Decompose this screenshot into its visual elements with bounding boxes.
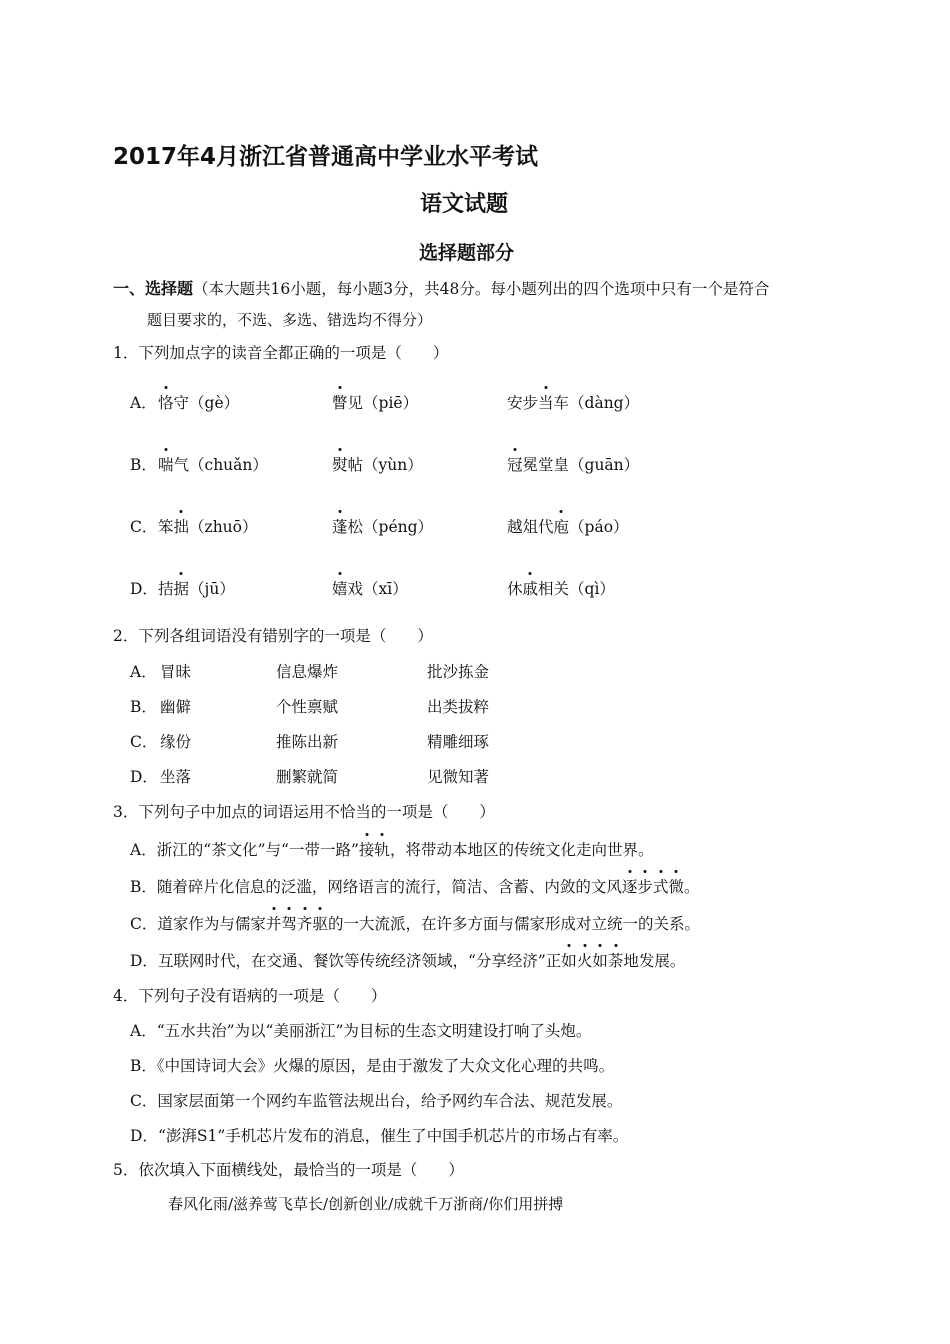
choice-suffix: 帖（yùn） xyxy=(347,456,423,474)
option-choice xyxy=(158,453,268,475)
choice-suffix: 相关（qì） xyxy=(538,580,615,598)
dotted-character: 喘 xyxy=(158,453,174,475)
option-label: B． xyxy=(130,1057,157,1075)
option-label: A． xyxy=(130,841,157,859)
sentence-prefix: 随着碎片化信息的泛滥，网络语言的流行，简洁、含蓄、内敛的文风 xyxy=(156,878,622,896)
dotted-character: 熨 xyxy=(332,453,348,475)
option-word: 个性禀赋 xyxy=(276,698,339,716)
option-choice xyxy=(332,391,418,413)
dotted-character: 驱 xyxy=(312,912,328,934)
dotted-character: 冠 xyxy=(507,453,523,475)
option-label: D． xyxy=(130,952,158,970)
dotted-character: 瞥 xyxy=(332,391,348,413)
option-word: 信息爆炸 xyxy=(276,663,339,681)
sentence-suffix: ，将带动本地区的传统文化走向世界。 xyxy=(389,841,654,859)
choice-prefix: 拮 xyxy=(158,580,174,598)
choice-suffix: （zhuō） xyxy=(189,518,258,536)
option-word: 出类拔粹 xyxy=(427,698,490,716)
sentence-prefix: 道家作为与儒家 xyxy=(157,915,266,933)
choice-prefix: 越俎代 xyxy=(507,518,554,536)
option-word: 批沙拣金 xyxy=(427,663,490,681)
choice-prefix: 笨 xyxy=(158,518,174,536)
dotted-character: 荼 xyxy=(608,949,624,971)
choice-suffix: 守（gè） xyxy=(173,394,240,412)
dotted-character: 当 xyxy=(538,391,554,413)
section-note-line1: （本大题共16小题，每小题3分，共48分。每小题列出的四个选项中只有一个是符合 xyxy=(193,280,770,298)
option-sentence xyxy=(130,1019,591,1041)
option-choice xyxy=(507,577,615,599)
dotted-character: 戚 xyxy=(523,577,539,599)
dotted-character: 如 xyxy=(561,949,577,971)
choice-suffix: 气（chuǎn） xyxy=(173,456,268,474)
option-word: 见微知著 xyxy=(427,768,490,786)
option-label: D． xyxy=(130,580,158,598)
sentence-text: 国家层面第一个网约车监管法规出台，给予网约车合法、规范发展。 xyxy=(157,1092,623,1110)
sentence-suffix: 。 xyxy=(683,878,700,896)
option-word: 坐落 xyxy=(160,768,192,786)
choice-suffix: 松（péng） xyxy=(347,518,434,536)
dotted-character: 恪 xyxy=(158,391,174,413)
choice-suffix: （jū） xyxy=(189,580,235,598)
option-choice xyxy=(332,577,408,599)
question-4-stem: 4．下列句子没有语病的一项是（ ） xyxy=(113,987,387,1005)
option-label: D． xyxy=(130,1127,158,1145)
section-label: 一、选择题 xyxy=(113,279,194,298)
option-sentence xyxy=(130,838,653,860)
option-choice xyxy=(158,577,235,599)
dotted-character: 式 xyxy=(653,875,669,897)
option-word: 精雕细琢 xyxy=(427,733,490,751)
dotted-character: 嬉 xyxy=(332,577,348,599)
option-label: A． xyxy=(130,1022,157,1040)
option-label: B． xyxy=(130,878,157,896)
dotted-character: 驾 xyxy=(281,912,297,934)
option-sentence xyxy=(130,875,699,897)
dotted-character: 微 xyxy=(668,875,684,897)
option-choice xyxy=(332,515,433,537)
sentence-prefix: 浙江的“茶文化”与“一带一路” xyxy=(156,841,359,859)
dotted-character: 据 xyxy=(174,577,190,599)
question-5-stem: 5．依次填入下面横线处，最恰当的一项是（ ） xyxy=(113,1161,464,1179)
option-sentence xyxy=(130,949,685,971)
option-choice xyxy=(332,453,423,475)
dotted-character: 逐 xyxy=(622,875,638,897)
part-title: 选择题部分 xyxy=(419,242,515,264)
subject-title: 语文试题 xyxy=(420,192,509,217)
question-1-stem: 1．下列加点字的读音全都正确的一项是（ ） xyxy=(113,344,449,362)
dotted-character: 接 xyxy=(359,838,375,860)
sentence-suffix: 地发展。 xyxy=(623,952,686,970)
dotted-character: 蓬 xyxy=(332,515,348,537)
choice-suffix: （páo） xyxy=(569,518,629,536)
option-label: D． xyxy=(130,768,158,786)
option-sentence xyxy=(130,1089,622,1111)
exam-title: 2017年4月浙江省普通高中学业水平考试 xyxy=(113,144,539,170)
option-choice xyxy=(507,391,639,413)
option-label: A． xyxy=(130,394,157,412)
option-label: C． xyxy=(130,1092,158,1110)
section-note-line2: 题目要求的，不选、多选、错选均不得分） xyxy=(147,311,433,329)
sentence-text: 《中国诗词大会》火爆的原因，是由于激发了大众文化心理的共鸣。 xyxy=(156,1057,615,1075)
option-label: C． xyxy=(130,518,158,536)
option-word: 推陈出新 xyxy=(276,733,339,751)
question-5-text: 春风化雨/滋养莺飞草长/创新创业/成就千万浙商/你们用拼搏 xyxy=(168,1195,564,1213)
choice-suffix: 冕堂皇（guān） xyxy=(522,456,640,474)
dotted-character: 庖 xyxy=(554,515,570,537)
option-label: C． xyxy=(130,733,158,751)
section-heading xyxy=(113,276,769,299)
option-label: B． xyxy=(130,456,157,474)
option-choice xyxy=(158,391,239,413)
choice-suffix: 车（dàng） xyxy=(553,394,640,412)
option-choice xyxy=(158,515,258,537)
question-2-stem: 2．下列各组词语没有错别字的一项是（ ） xyxy=(113,627,433,645)
dotted-character: 火 xyxy=(577,949,593,971)
question-3-stem: 3．下列句子中加点的词语运用不恰当的一项是（ ） xyxy=(113,803,495,821)
option-word: 幽僻 xyxy=(160,698,192,716)
dotted-character: 拙 xyxy=(174,515,190,537)
option-label: B． xyxy=(130,698,157,716)
option-word: 删繁就简 xyxy=(276,768,339,786)
choice-suffix: 见（piē） xyxy=(347,394,419,412)
dotted-character: 如 xyxy=(592,949,608,971)
option-label: C． xyxy=(130,915,158,933)
dotted-character: 并 xyxy=(266,912,282,934)
dotted-character: 齐 xyxy=(297,912,313,934)
choice-prefix: 安步 xyxy=(507,394,539,412)
choice-suffix: 戏（xī） xyxy=(347,580,408,598)
dotted-character: 步 xyxy=(637,875,653,897)
option-choice xyxy=(507,453,639,475)
option-word: 冒昧 xyxy=(160,663,192,681)
choice-prefix: 休 xyxy=(507,580,523,598)
sentence-prefix: 互联网时代，在交通、餐饮等传统经济领域，“分享经济”正 xyxy=(157,952,562,970)
option-choice xyxy=(507,515,629,537)
sentence-text: “澎湃S1”手机芯片发布的消息，催生了中国手机芯片的市场占有率。 xyxy=(157,1127,629,1145)
dotted-character: 轨 xyxy=(374,838,390,860)
option-word: 缘份 xyxy=(160,733,192,751)
option-label: A． xyxy=(130,663,157,681)
option-sentence xyxy=(130,1054,614,1076)
sentence-suffix: 的一大流派，在许多方面与儒家形成对立统一的关系。 xyxy=(327,915,700,933)
sentence-text: “五水共治”为以“美丽浙江”为目标的生态文明建设打响了头炮。 xyxy=(156,1022,592,1040)
option-sentence xyxy=(130,1124,628,1146)
option-sentence xyxy=(130,912,700,934)
